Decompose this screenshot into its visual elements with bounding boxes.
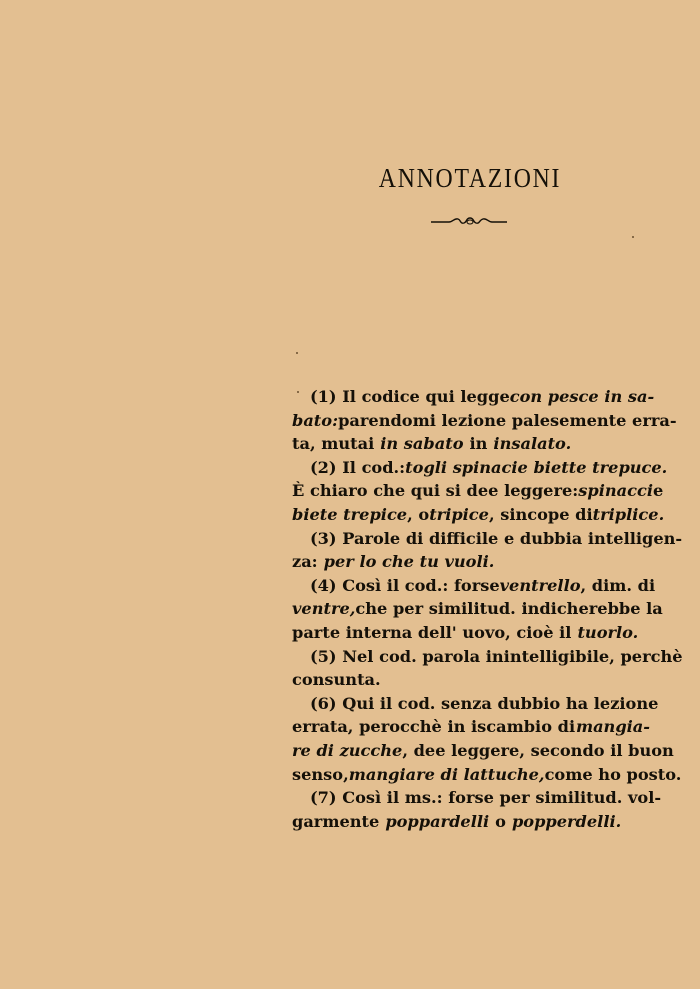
text-segment: in — [469, 434, 488, 454]
italic-text: biete trepice — [292, 504, 408, 524]
annotation-line — [292, 479, 664, 503]
annotation-line — [292, 597, 663, 621]
annotation-line — [292, 621, 650, 645]
italic-text: popperdelli. — [511, 811, 622, 831]
text-segment: errata, perocchè in iscambio di — [292, 717, 576, 737]
italic-text: spinacci — [578, 481, 653, 501]
annotation-line — [292, 715, 650, 739]
annotation-line — [292, 692, 659, 716]
annotation-line — [292, 668, 650, 692]
text-segment: (1) Il codice qui legge — [310, 387, 510, 406]
annotations-list — [292, 385, 683, 833]
text-segment: o — [495, 811, 506, 831]
text-segment: za: — [292, 552, 318, 572]
text-segment: (7) Così il ms.: forse per similitud. vol- — [310, 788, 662, 808]
text-segment: che per similitud. indicherebbe la — [355, 599, 663, 619]
italic-text: per lo che tu vuoli. — [323, 552, 495, 572]
annotation-5 — [292, 645, 683, 692]
annotation-line — [292, 527, 683, 551]
text-segment: , dim. di — [580, 575, 656, 595]
text-segment: (2) Il cod.: — [310, 457, 406, 477]
annotation-line — [292, 385, 655, 409]
annotation-line — [292, 456, 668, 480]
paper-speck — [296, 352, 298, 354]
italic-text: triplice. — [592, 504, 665, 524]
annotation-line — [292, 432, 650, 456]
annotation-line — [292, 786, 662, 810]
annotation-line — [292, 409, 677, 433]
italic-text: ventrello — [499, 575, 581, 595]
annotation-7 — [292, 786, 662, 833]
text-segment: (5) Nel cod. parola inintelligibile, perchè — [310, 646, 683, 666]
annotation-line — [292, 550, 650, 574]
italic-text: con pesce in sa- — [509, 387, 655, 406]
annotation-3 — [292, 527, 683, 574]
italic-text: mangia- — [575, 717, 650, 737]
text-segment: (4) Così il cod.: forse — [310, 575, 500, 595]
text-segment: È chiaro che qui si dee leggere: — [292, 481, 579, 501]
annotation-line — [292, 574, 656, 598]
page-title: ANNOTAZIONI — [378, 163, 562, 193]
annotation-line — [292, 645, 683, 669]
annotation-1 — [292, 385, 677, 456]
decorative-rule-icon — [429, 213, 509, 229]
text-segment: (6) Qui il cod. senza dubbio ha lezione — [310, 693, 659, 713]
text-segment: senso, — [292, 764, 349, 784]
italic-text: poppardelli — [385, 811, 490, 831]
italic-text: togli spinacie biette trepuce. — [405, 457, 668, 477]
text-segment: consunta. — [292, 670, 381, 690]
annotation-4 — [292, 574, 663, 645]
text-segment: ta, mutai — [292, 434, 375, 454]
italic-text: bato: — [292, 410, 339, 430]
italic-text: re di zucche — [292, 740, 403, 760]
text-segment: come ho posto. — [544, 764, 682, 784]
italic-text: tripice — [429, 504, 489, 524]
italic-text: tuorlo. — [577, 622, 639, 642]
text-segment: , sincope di — [488, 504, 593, 524]
annotation-line — [292, 810, 650, 834]
text-segment: parendomi lezione palesemente erra- — [338, 410, 677, 430]
text-segment: e — [652, 481, 664, 501]
annotation-6 — [292, 692, 682, 786]
text-segment: , o — [407, 504, 430, 524]
paper-speck — [632, 236, 634, 238]
text-segment: (3) Parole di difficile e dubbia intelligen- — [310, 528, 683, 548]
annotation-line — [292, 763, 682, 787]
italic-text: in sabato — [380, 434, 464, 454]
annotation-line — [292, 739, 674, 763]
text-segment: , dee leggere, secondo il buon — [402, 740, 674, 760]
annotation-line — [292, 503, 665, 527]
italic-text: mangiare di lattuche, — [348, 764, 545, 784]
text-segment: garmente — [292, 811, 380, 831]
annotation-2 — [292, 456, 668, 527]
text-segment: parte interna dell' uovo, cioè il — [292, 622, 572, 642]
italic-text: insalato. — [493, 434, 572, 454]
italic-text: ventre, — [292, 599, 356, 619]
